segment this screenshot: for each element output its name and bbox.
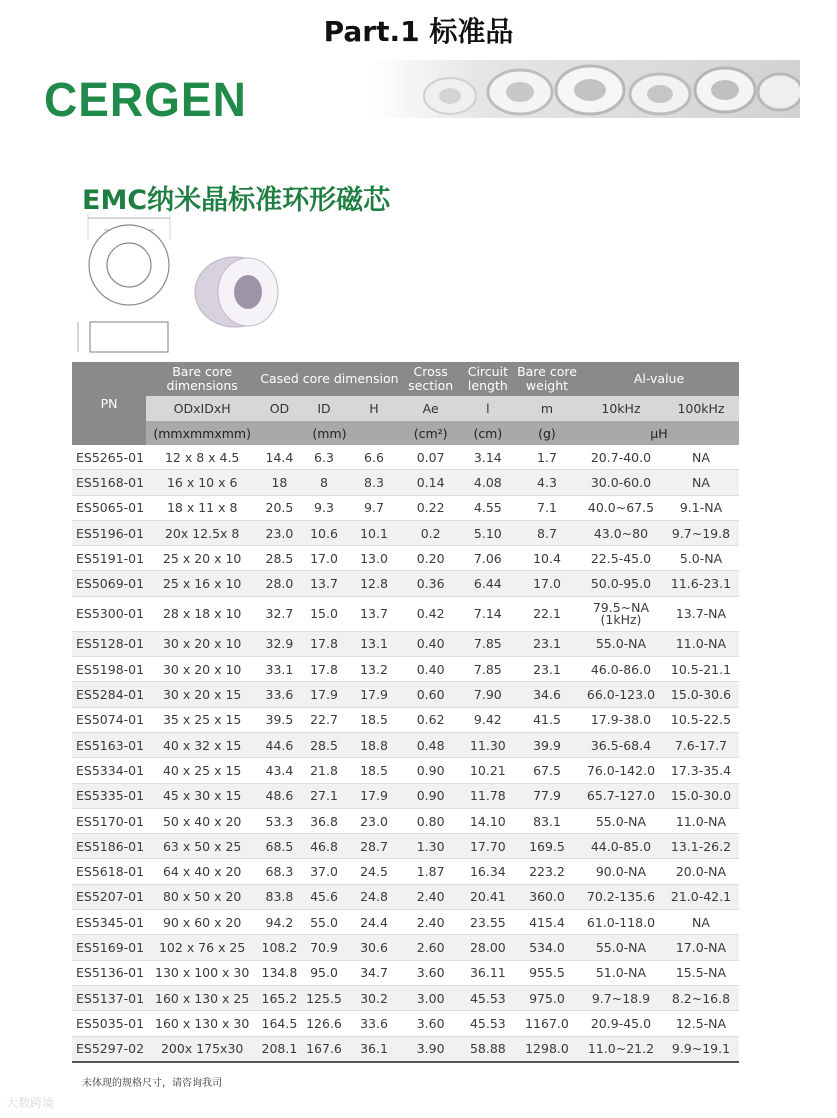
cell-al100: 17.0-NA xyxy=(663,935,739,960)
cell-od: 108.2 xyxy=(258,935,300,960)
subheader-ae: Ae xyxy=(401,396,461,421)
cell-ae: 2.60 xyxy=(401,935,461,960)
cell-h: 13.1 xyxy=(347,631,400,656)
cell-h: 24.5 xyxy=(347,859,400,884)
cell-pn: ES5207-01 xyxy=(72,884,146,909)
cell-pn: ES5335-01 xyxy=(72,783,146,808)
cell-l: 16.34 xyxy=(461,859,515,884)
cell-al100: 11.0-NA xyxy=(663,808,739,833)
cell-al100: 11.6-23.1 xyxy=(663,571,739,596)
cell-pn: ES5265-01 xyxy=(72,445,146,470)
cell-od: 14.4 xyxy=(258,445,300,470)
cell-h: 18.5 xyxy=(347,758,400,783)
cell-l: 9.42 xyxy=(461,707,515,732)
cell-al100: NA xyxy=(663,470,739,495)
cell-al10: 11.0~21.2 xyxy=(579,1036,663,1062)
cell-h: 24.4 xyxy=(347,910,400,935)
col-header-cased-dims: Cased core dimension xyxy=(258,362,400,396)
cell-al100: 7.6-17.7 xyxy=(663,732,739,757)
cell-id: 9.3 xyxy=(301,495,348,520)
cell-h: 18.5 xyxy=(347,707,400,732)
table-row xyxy=(72,783,739,808)
cell-al100: 5.0-NA xyxy=(663,546,739,571)
cell-dims: 12 x 8 x 4.5 xyxy=(146,445,258,470)
cell-pn: ES5169-01 xyxy=(72,935,146,960)
cell-al100: 10.5-21.1 xyxy=(663,657,739,682)
cell-al100: NA xyxy=(663,910,739,935)
cell-al10: 90.0-NA xyxy=(579,859,663,884)
cell-id: 13.7 xyxy=(301,571,348,596)
cell-al10: 61.0-118.0 xyxy=(579,910,663,935)
cell-od: 28.0 xyxy=(258,571,300,596)
cell-al100: 13.7-NA xyxy=(663,596,739,631)
cell-od: 68.5 xyxy=(258,834,300,859)
cell-od: 208.1 xyxy=(258,1036,300,1062)
cell-al100: 9.9~19.1 xyxy=(663,1036,739,1062)
cell-pn: ES5168-01 xyxy=(72,470,146,495)
cell-m: 7.1 xyxy=(515,495,579,520)
table-row xyxy=(72,707,739,732)
cell-h: 18.8 xyxy=(347,732,400,757)
cell-l: 7.90 xyxy=(461,682,515,707)
cell-id: 37.0 xyxy=(301,859,348,884)
cell-pn: ES5345-01 xyxy=(72,910,146,935)
cell-l: 58.88 xyxy=(461,1036,515,1062)
table-row xyxy=(72,960,739,985)
cell-h: 36.1 xyxy=(347,1036,400,1062)
cell-od: 20.5 xyxy=(258,495,300,520)
cell-al10: 55.0-NA xyxy=(579,935,663,960)
cell-m: 8.7 xyxy=(515,520,579,545)
cell-ae: 0.2 xyxy=(401,520,461,545)
table-row xyxy=(72,884,739,909)
cell-id: 167.6 xyxy=(301,1036,348,1062)
cell-l: 3.14 xyxy=(461,445,515,470)
cell-pn: ES5136-01 xyxy=(72,960,146,985)
cell-pn: ES5186-01 xyxy=(72,834,146,859)
cell-id: 8 xyxy=(301,470,348,495)
cell-al100: 13.1-26.2 xyxy=(663,834,739,859)
cell-l: 45.53 xyxy=(461,1011,515,1036)
cell-pn: ES5137-01 xyxy=(72,985,146,1010)
cell-id: 45.6 xyxy=(301,884,348,909)
cell-dims: 25 x 16 x 10 xyxy=(146,571,258,596)
cell-m: 955.5 xyxy=(515,960,579,985)
cell-ae: 0.40 xyxy=(401,657,461,682)
cell-al10: 51.0-NA xyxy=(579,960,663,985)
cell-dims: 40 x 32 x 15 xyxy=(146,732,258,757)
cell-m: 360.0 xyxy=(515,884,579,909)
cell-id: 28.5 xyxy=(301,732,348,757)
col-header-cross-section: Cross section xyxy=(401,362,461,396)
cell-od: 43.4 xyxy=(258,758,300,783)
cell-dims: 90 x 60 x 20 xyxy=(146,910,258,935)
table-row xyxy=(72,631,739,656)
cell-m: 77.9 xyxy=(515,783,579,808)
cell-l: 5.10 xyxy=(461,520,515,545)
cell-m: 169.5 xyxy=(515,834,579,859)
unit-mm: (mm) xyxy=(258,421,400,445)
cell-h: 13.7 xyxy=(347,596,400,631)
cell-l: 45.53 xyxy=(461,985,515,1010)
table-row xyxy=(72,808,739,833)
cell-al100: 10.5-22.5 xyxy=(663,707,739,732)
cell-l: 4.08 xyxy=(461,470,515,495)
table-row xyxy=(72,682,739,707)
col-header-circuit-length: Circuit length xyxy=(461,362,515,396)
banner-image xyxy=(370,60,800,118)
cell-al10: 65.7-127.0 xyxy=(579,783,663,808)
cell-id: 17.8 xyxy=(301,657,348,682)
cell-al10: 66.0-123.0 xyxy=(579,682,663,707)
cell-al100: 11.0-NA xyxy=(663,631,739,656)
cell-od: 48.6 xyxy=(258,783,300,808)
cell-id: 6.3 xyxy=(301,445,348,470)
unit-cm: (cm) xyxy=(461,421,515,445)
cell-l: 20.41 xyxy=(461,884,515,909)
cell-id: 17.8 xyxy=(301,631,348,656)
cell-pn: ES5065-01 xyxy=(72,495,146,520)
cell-dims: 16 x 10 x 6 xyxy=(146,470,258,495)
cell-ae: 0.22 xyxy=(401,495,461,520)
cell-l: 23.55 xyxy=(461,910,515,935)
cell-ae: 0.80 xyxy=(401,808,461,833)
cell-dims: 28 x 18 x 10 xyxy=(146,596,258,631)
cell-l: 7.85 xyxy=(461,657,515,682)
cell-od: 23.0 xyxy=(258,520,300,545)
page-title: Part.1 标准品 xyxy=(323,15,514,48)
cell-h: 33.6 xyxy=(347,1011,400,1036)
cell-id: 55.0 xyxy=(301,910,348,935)
table-row xyxy=(72,1011,739,1036)
cell-od: 164.5 xyxy=(258,1011,300,1036)
cell-ae: 0.40 xyxy=(401,631,461,656)
cell-l: 14.10 xyxy=(461,808,515,833)
cell-ae: 3.90 xyxy=(401,1036,461,1062)
cell-ae: 0.62 xyxy=(401,707,461,732)
cell-dims: 50 x 40 x 20 xyxy=(146,808,258,833)
cell-ae: 0.36 xyxy=(401,571,461,596)
cell-al10: 36.5-68.4 xyxy=(579,732,663,757)
cell-al10: 20.7-40.0 xyxy=(579,445,663,470)
cell-h: 23.0 xyxy=(347,808,400,833)
cell-al10: 43.0~80 xyxy=(579,520,663,545)
cell-l: 4.55 xyxy=(461,495,515,520)
core-3d-icon xyxy=(195,257,278,327)
cell-h: 34.7 xyxy=(347,960,400,985)
table-row xyxy=(72,571,739,596)
cell-id: 17.9 xyxy=(301,682,348,707)
table-row xyxy=(72,910,739,935)
cell-al100: 15.0-30.6 xyxy=(663,682,739,707)
cell-al10: 22.5-45.0 xyxy=(579,546,663,571)
cell-pn: ES5163-01 xyxy=(72,732,146,757)
cell-l: 7.06 xyxy=(461,546,515,571)
table-row xyxy=(72,470,739,495)
unit-uh: μH xyxy=(579,421,739,445)
core-side-view xyxy=(78,322,168,352)
subheader-h: H xyxy=(347,396,400,421)
cell-id: 17.0 xyxy=(301,546,348,571)
cell-ae: 0.48 xyxy=(401,732,461,757)
cell-ae: 0.42 xyxy=(401,596,461,631)
cell-m: 1298.0 xyxy=(515,1036,579,1062)
cell-l: 11.30 xyxy=(461,732,515,757)
cell-m: 17.0 xyxy=(515,571,579,596)
cell-od: 28.5 xyxy=(258,546,300,571)
cell-l: 7.85 xyxy=(461,631,515,656)
cell-al10: 44.0-85.0 xyxy=(579,834,663,859)
cell-ae: 0.90 xyxy=(401,758,461,783)
cell-m: 534.0 xyxy=(515,935,579,960)
cell-m: 415.4 xyxy=(515,910,579,935)
col-header-pn: PN xyxy=(72,362,146,445)
subheader-l: l xyxy=(461,396,515,421)
cell-l: 10.21 xyxy=(461,758,515,783)
table-row xyxy=(72,596,739,631)
cell-od: 33.1 xyxy=(258,657,300,682)
unit-mm3: (mmxmmxmm) xyxy=(146,421,258,445)
cell-al10: 46.0-86.0 xyxy=(579,657,663,682)
cell-h: 12.8 xyxy=(347,571,400,596)
cell-ae: 1.30 xyxy=(401,834,461,859)
cell-dims: 40 x 25 x 15 xyxy=(146,758,258,783)
cell-m: 223.2 xyxy=(515,859,579,884)
cell-m: 67.5 xyxy=(515,758,579,783)
cell-al100: 12.5-NA xyxy=(663,1011,739,1036)
cell-l: 7.14 xyxy=(461,596,515,631)
cell-id: 46.8 xyxy=(301,834,348,859)
cell-id: 22.7 xyxy=(301,707,348,732)
cell-dims: 25 x 20 x 10 xyxy=(146,546,258,571)
cell-al10: 9.7~18.9 xyxy=(579,985,663,1010)
cell-l: 28.00 xyxy=(461,935,515,960)
cell-h: 6.6 xyxy=(347,445,400,470)
cell-h: 13.2 xyxy=(347,657,400,682)
cell-al10: 70.2-135.6 xyxy=(579,884,663,909)
cell-dims: 20x 12.5x 8 xyxy=(146,520,258,545)
table-row xyxy=(72,445,739,470)
cell-al100: 9.7~19.8 xyxy=(663,520,739,545)
cell-od: 33.6 xyxy=(258,682,300,707)
cell-pn: ES5170-01 xyxy=(72,808,146,833)
cell-h: 17.9 xyxy=(347,783,400,808)
table-row xyxy=(72,758,739,783)
col-header-al-value: Al-value xyxy=(579,362,739,396)
core-diagram xyxy=(70,210,290,360)
cell-pn: ES5128-01 xyxy=(72,631,146,656)
cell-l: 11.78 xyxy=(461,783,515,808)
cell-ae: 0.14 xyxy=(401,470,461,495)
cell-od: 53.3 xyxy=(258,808,300,833)
cell-h: 9.7 xyxy=(347,495,400,520)
subheader-10khz: 10kHz xyxy=(579,396,663,421)
cell-id: 125.5 xyxy=(301,985,348,1010)
cell-h: 30.2 xyxy=(347,985,400,1010)
cell-h: 13.0 xyxy=(347,546,400,571)
cell-al10: 79.5~NA (1kHz) xyxy=(579,596,663,631)
cell-m: 83.1 xyxy=(515,808,579,833)
cell-ae: 0.60 xyxy=(401,682,461,707)
cell-pn: ES5284-01 xyxy=(72,682,146,707)
cell-al10: 76.0-142.0 xyxy=(579,758,663,783)
cell-od: 94.2 xyxy=(258,910,300,935)
cell-pn: ES5198-01 xyxy=(72,657,146,682)
cell-al100: 9.1-NA xyxy=(663,495,739,520)
cell-pn: ES5191-01 xyxy=(72,546,146,571)
cell-ae: 3.00 xyxy=(401,985,461,1010)
subheader-odidh: ODxIDxH xyxy=(146,396,258,421)
cell-ae: 2.40 xyxy=(401,910,461,935)
cell-ae: 3.60 xyxy=(401,1011,461,1036)
cell-m: 39.9 xyxy=(515,732,579,757)
unit-cm2: (cm²) xyxy=(401,421,461,445)
core-front-view xyxy=(88,214,170,305)
cell-al100: NA xyxy=(663,445,739,470)
cell-id: 36.8 xyxy=(301,808,348,833)
cell-al100: 17.3-35.4 xyxy=(663,758,739,783)
cell-dims: 102 x 76 x 25 xyxy=(146,935,258,960)
cell-m: 4.3 xyxy=(515,470,579,495)
cell-id: 70.9 xyxy=(301,935,348,960)
subheader-id: ID xyxy=(301,396,348,421)
cell-al100: 15.0-30.0 xyxy=(663,783,739,808)
cell-m: 34.6 xyxy=(515,682,579,707)
table-row xyxy=(72,985,739,1010)
cell-m: 975.0 xyxy=(515,985,579,1010)
cell-m: 1167.0 xyxy=(515,1011,579,1036)
cell-ae: 2.40 xyxy=(401,884,461,909)
cell-id: 126.6 xyxy=(301,1011,348,1036)
table-row xyxy=(72,657,739,682)
cell-m: 23.1 xyxy=(515,657,579,682)
cell-dims: 30 x 20 x 10 xyxy=(146,657,258,682)
cell-ae: 0.20 xyxy=(401,546,461,571)
table-row xyxy=(72,546,739,571)
cell-dims: 63 x 50 x 25 xyxy=(146,834,258,859)
cell-al100: 21.0-42.1 xyxy=(663,884,739,909)
cell-od: 134.8 xyxy=(258,960,300,985)
cell-pn: ES5300-01 xyxy=(72,596,146,631)
cell-al10: 50.0-95.0 xyxy=(579,571,663,596)
cell-od: 39.5 xyxy=(258,707,300,732)
unit-g: (g) xyxy=(515,421,579,445)
cell-m: 10.4 xyxy=(515,546,579,571)
subheader-od: OD xyxy=(258,396,300,421)
cell-dims: 30 x 20 x 10 xyxy=(146,631,258,656)
cell-dims: 45 x 30 x 15 xyxy=(146,783,258,808)
table-row xyxy=(72,520,739,545)
watermark: 大数跨境 xyxy=(6,1096,55,1110)
cell-pn: ES5074-01 xyxy=(72,707,146,732)
cell-al100: 8.2~16.8 xyxy=(663,985,739,1010)
table-row xyxy=(72,935,739,960)
cell-dims: 30 x 20 x 15 xyxy=(146,682,258,707)
cell-ae: 1.87 xyxy=(401,859,461,884)
section-title: EMC纳米晶标准环形磁芯 xyxy=(82,185,391,216)
cell-al10: 30.0-60.0 xyxy=(579,470,663,495)
cell-pn: ES5297-02 xyxy=(72,1036,146,1062)
cell-al10: 55.0-NA xyxy=(579,808,663,833)
cell-od: 83.8 xyxy=(258,884,300,909)
cell-od: 44.6 xyxy=(258,732,300,757)
cell-dims: 160 x 130 x 30 xyxy=(146,1011,258,1036)
cell-al10: 17.9-38.0 xyxy=(579,707,663,732)
cell-m: 22.1 xyxy=(515,596,579,631)
table-row xyxy=(72,1036,739,1062)
cell-id: 27.1 xyxy=(301,783,348,808)
cell-od: 32.9 xyxy=(258,631,300,656)
cell-od: 165.2 xyxy=(258,985,300,1010)
cell-pn: ES5618-01 xyxy=(72,859,146,884)
cell-al10: 40.0~67.5 xyxy=(579,495,663,520)
cell-m: 1.7 xyxy=(515,445,579,470)
cell-pn: ES5334-01 xyxy=(72,758,146,783)
cell-h: 10.1 xyxy=(347,520,400,545)
cell-dims: 35 x 25 x 15 xyxy=(146,707,258,732)
cell-al100: 15.5-NA xyxy=(663,960,739,985)
spec-table-body xyxy=(72,445,739,1062)
cell-od: 18 xyxy=(258,470,300,495)
cell-ae: 0.07 xyxy=(401,445,461,470)
cell-l: 17.70 xyxy=(461,834,515,859)
cell-dims: 130 x 100 x 30 xyxy=(146,960,258,985)
table-row xyxy=(72,834,739,859)
brand-logo: CERGEN xyxy=(44,71,247,127)
cell-od: 68.3 xyxy=(258,859,300,884)
cell-h: 28.7 xyxy=(347,834,400,859)
cell-h: 17.9 xyxy=(347,682,400,707)
cell-l: 36.11 xyxy=(461,960,515,985)
cell-m: 23.1 xyxy=(515,631,579,656)
cell-id: 15.0 xyxy=(301,596,348,631)
cell-al100: 20.0-NA xyxy=(663,859,739,884)
cell-ae: 3.60 xyxy=(401,960,461,985)
cell-h: 24.8 xyxy=(347,884,400,909)
cell-dims: 160 x 130 x 25 xyxy=(146,985,258,1010)
cell-dims: 64 x 40 x 20 xyxy=(146,859,258,884)
col-header-bare-weight: Bare core weight xyxy=(515,362,579,396)
cell-l: 6.44 xyxy=(461,571,515,596)
col-header-bare-dims: Bare core dimensions xyxy=(146,362,258,396)
cell-pn: ES5196-01 xyxy=(72,520,146,545)
cell-id: 10.6 xyxy=(301,520,348,545)
cell-id: 21.8 xyxy=(301,758,348,783)
cell-al10: 20.9-45.0 xyxy=(579,1011,663,1036)
cell-h: 8.3 xyxy=(347,470,400,495)
cell-dims: 200x 175x30 xyxy=(146,1036,258,1062)
subheader-100khz: 100kHz xyxy=(663,396,739,421)
cell-ae: 0.90 xyxy=(401,783,461,808)
cell-dims: 80 x 50 x 20 xyxy=(146,884,258,909)
cell-pn: ES5069-01 xyxy=(72,571,146,596)
cell-h: 30.6 xyxy=(347,935,400,960)
table-row xyxy=(72,495,739,520)
cell-dims: 18 x 11 x 8 xyxy=(146,495,258,520)
footer-note: 未体现的规格尺寸，请咨询我司 xyxy=(82,1078,222,1089)
cell-od: 32.7 xyxy=(258,596,300,631)
subheader-m: m xyxy=(515,396,579,421)
cell-m: 41.5 xyxy=(515,707,579,732)
spec-table xyxy=(72,362,739,1063)
table-row xyxy=(72,859,739,884)
cell-pn: ES5035-01 xyxy=(72,1011,146,1036)
cell-id: 95.0 xyxy=(301,960,348,985)
table-row xyxy=(72,732,739,757)
cell-al10: 55.0-NA xyxy=(579,631,663,656)
